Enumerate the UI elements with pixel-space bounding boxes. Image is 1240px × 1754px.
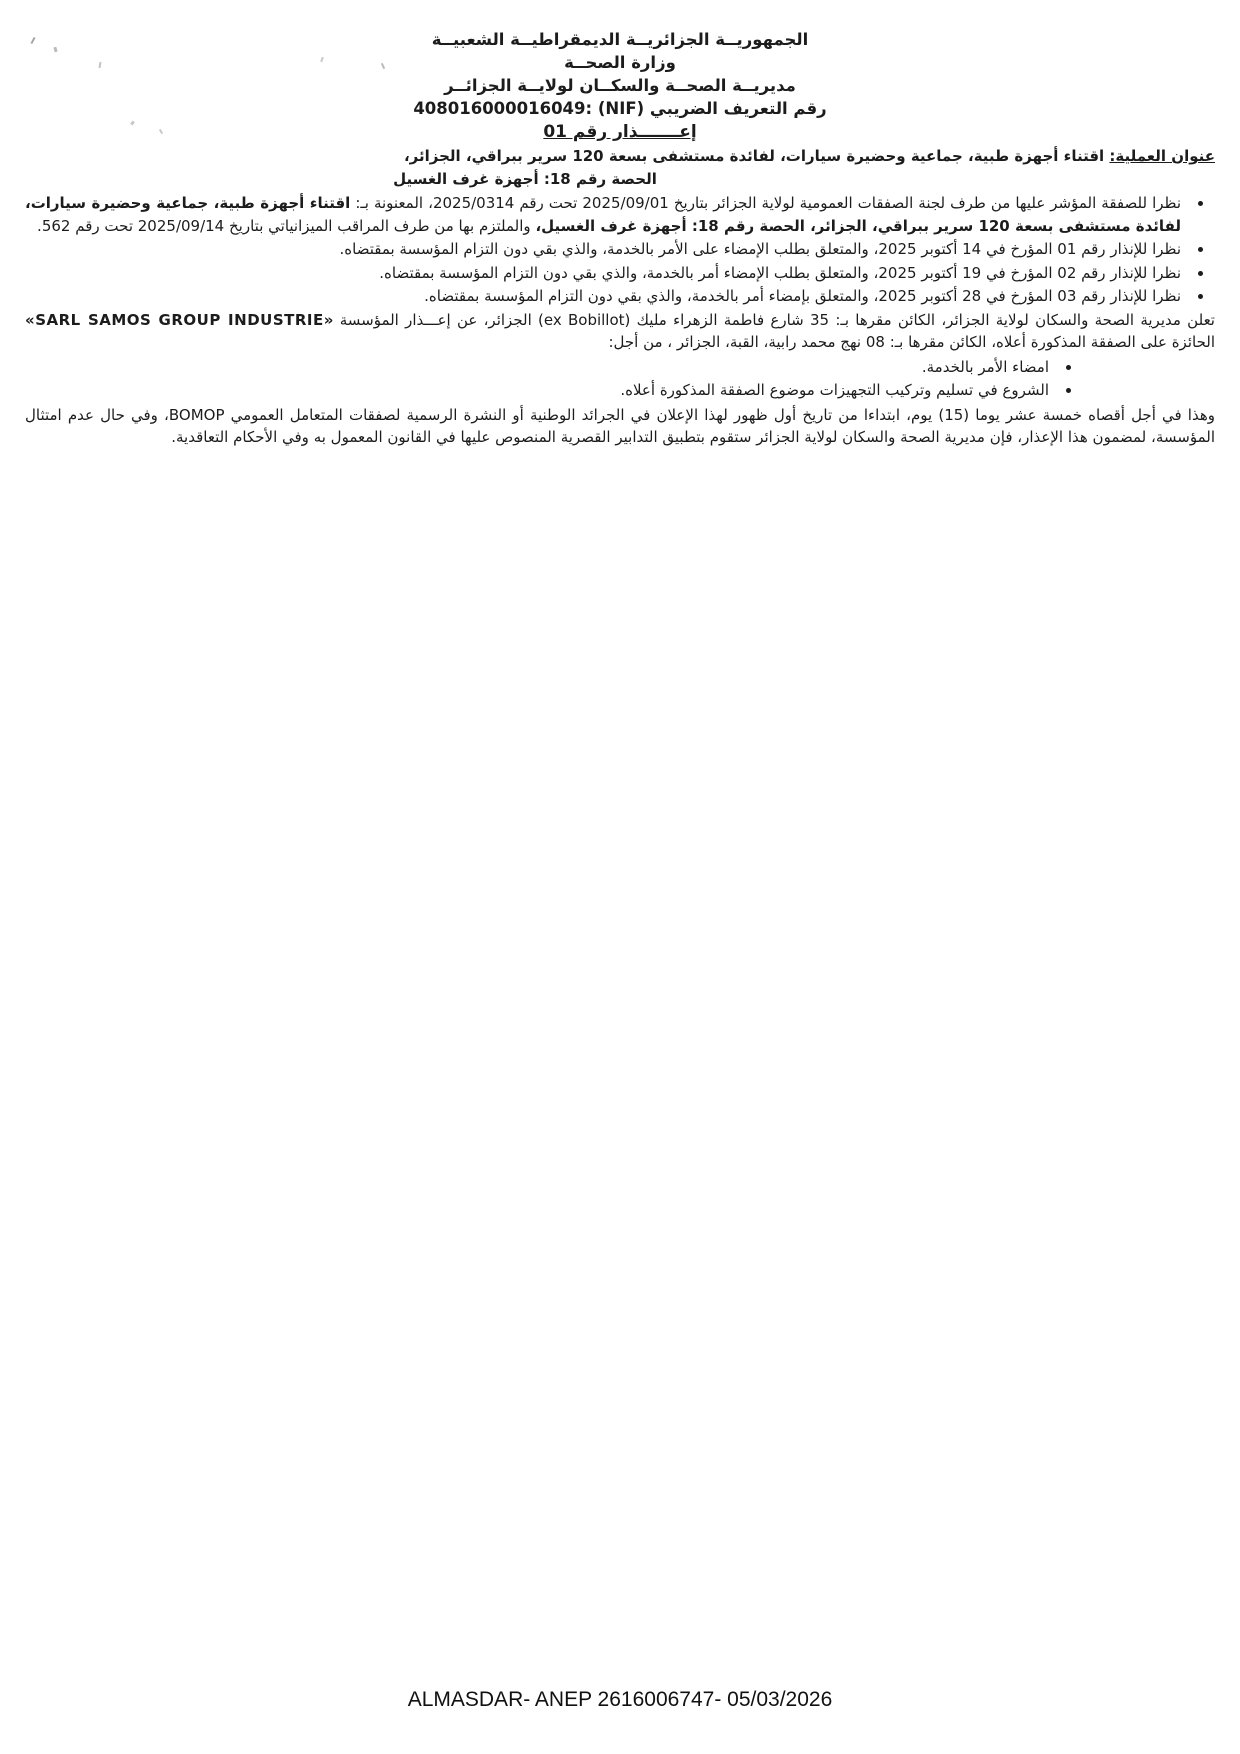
consideration-item: • نظرا للإنذار رقم 01 المؤرخ في 14 أكتوبر 2025، والمتعلق بطلب الإمضاء على الأمر بالخدمة، والذي بقي دون التزام المؤسسة بمقتضاه. [25, 238, 1187, 261]
announcement-intro: تعلن مديرية الصحة والسكان لولاية الجزائر، الكائن مقرها بـ: 35 شارع فاطمة الزهراء مليك (ex Bobillot) الجزائر، عن إعـــذار المؤسسة [339, 310, 1215, 329]
consideration-item: • نظرا للإنذار رقم 02 المؤرخ في 19 أكتوبر 2025، والمتعلق بطلب الإمضاء أمر بالخدمة، والذي بقي دون التزام المؤسسة بمقتضاه. [25, 262, 1187, 285]
considerations-list [25, 192, 1215, 308]
nif-label: رقم التعريف الضريبي [649, 99, 827, 118]
operation-subject-text: اقتناء أجهزة طبية، جماعية وحضيرة سيارات، لفائدة مستشفى بسعة 120 سرير ببراقي، الجزائر، [403, 147, 1105, 165]
operation-subject-label: عنوان العملية: [1109, 147, 1215, 165]
ministry-title: وزارة الصحــة [564, 53, 676, 72]
consideration-1-tail: والملتزم بها من طرف المراقب الميزانياتي بتاريخ 2025/09/14 تحت رقم 562. [37, 216, 531, 235]
directorate-title: مديريــة الصحــة والسكــان لولايــة الجزائــر [444, 76, 796, 95]
republic-title: الجمهوريــة الجزائريــة الديمقراطيــة الشعبيــة [431, 30, 809, 49]
demands-list [25, 356, 1215, 402]
nif-line [25, 97, 1215, 120]
lot-line: الحصة رقم 18: أجهزة غرف الغسيل [393, 169, 657, 188]
consideration-item [25, 192, 1187, 237]
consideration-item: • نظرا للإنذار رقم 03 المؤرخ في 28 أكتوبر 2025، والمتعلق بإمضاء أمر بالخدمة، والذي بقي دون التزام المؤسسة بمقتضاه. [25, 285, 1187, 308]
deadline-paragraph: وهذا في أجل أقصاه خمسة عشر يوما (15) يوم، ابتداءا من تاريخ أول ظهور لهذا الإعلان في الجرائد الوطنية أو النشرة الرسمية لصفقات المتعامل العمومي BOMOP، وفي حال عدم امتثال المؤسسة، لمضمون هذا الإعذار، فإن مديرية الصحة والسكان لولاية الجزائر ستقوم بتطبيق التدابير القصرية المنصوص عليها في القانون المعمول به وفي الأحكام التعاقدية. [25, 405, 1216, 446]
demand-item: • الشروع في تسليم وتركيب التجهيزات موضوع الصفقة المذكورة أعلاه. [25, 379, 1055, 402]
notice-title: إعـــــــذار رقم 01 [543, 122, 697, 142]
anep-footer [0, 1688, 1240, 1712]
consideration-1-intro: نظرا للصفقة المؤشر عليها من طرف لجنة الصفقات العمومية لولاية الجزائر بتاريخ 2025/09/01 تحت رقم 2025/0314، المعنونة بـ: [355, 194, 1181, 212]
operation-subject [25, 145, 1215, 168]
announcement-tail: الحائزة على الصفقة المذكورة أعلاه، الكائن مقرها بـ: 08 نهج محمد رابية، القبة، الجزائر ، من أجل: [608, 333, 1215, 351]
document-body [25, 145, 1215, 449]
anep-reference: ALMASDAR- ANEP 2616006747- 05/03/2026 [407, 1688, 833, 1711]
company-name: «SARL SAMOS GROUP INDUSTRIE» [25, 310, 334, 329]
document-header [25, 28, 1215, 144]
announcement-paragraph [25, 309, 1215, 354]
consideration-1-contract-title: اقتناء أجهزة طبية، جماعية وحضيرة سيارات، لفائدة مستشفى بسعة 120 سرير ببراقي، الجزائر، الحصة رقم 18: أجهزة غرف الغسيل، [25, 194, 1181, 235]
demand-item: • امضاء الأمر بالخدمة. [25, 356, 1055, 379]
nif-value: 408016000016049: (NIF) [413, 99, 645, 118]
